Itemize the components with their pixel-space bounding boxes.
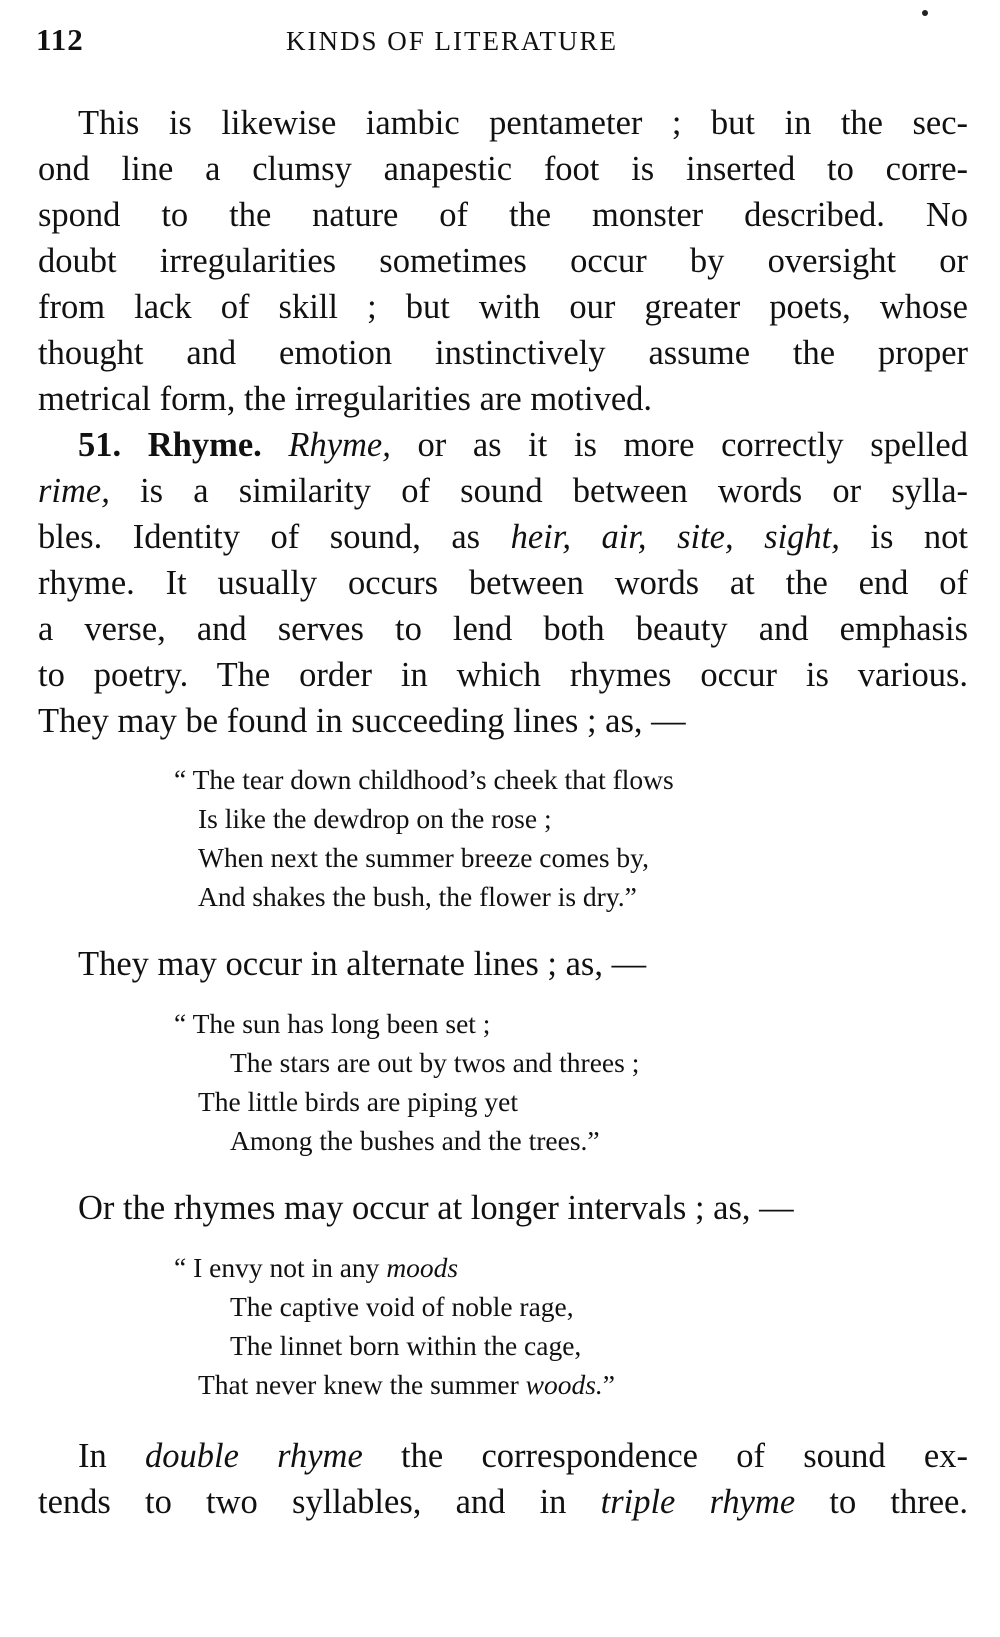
text-line: ond line a clumsy anapestic foot is inserted to corre- bbox=[38, 150, 968, 188]
bridge-text: Or the rhymes may occur at longer intervals ; as, — bbox=[78, 1189, 794, 1227]
term-rime: rime, bbox=[38, 472, 110, 510]
text-span: the correspondence of sound ex- bbox=[362, 1437, 968, 1475]
example-word: site, bbox=[677, 518, 734, 556]
running-head: KINDS OF LITERATURE bbox=[286, 26, 618, 56]
text-line: from lack of skill ; but with our greater poets, whose bbox=[38, 288, 968, 326]
verse-line: When next the summer breeze comes by, bbox=[198, 842, 650, 873]
term-rhyme: Rhyme, bbox=[288, 426, 391, 464]
term-triple-rhyme: triple rhyme bbox=[600, 1483, 796, 1521]
verse-line: Is like the dewdrop on the rose ; bbox=[198, 803, 552, 834]
example-word: heir, bbox=[510, 518, 571, 556]
text-span: “ I envy not in any bbox=[174, 1252, 387, 1283]
verse-line: “ The sun has long been set ; bbox=[174, 1008, 491, 1039]
text-line: thought and emotion instinctively assume the proper bbox=[38, 334, 968, 372]
text-line: spond to the nature of the monster described. No bbox=[38, 196, 968, 234]
text-line: rhyme. It usually occurs between words at the end of bbox=[38, 564, 968, 602]
verse-line: And shakes the bush, the flower is dry.” bbox=[198, 881, 637, 912]
print-speck bbox=[922, 10, 928, 16]
text-line: to poetry. The order in which rhymes occur is various. bbox=[38, 656, 968, 694]
verse-line: Among the bushes and the trees.” bbox=[230, 1125, 600, 1156]
text-line: metrical form, the irregularities are motived. bbox=[38, 380, 653, 418]
example-word: air, bbox=[601, 518, 647, 556]
text-line bbox=[78, 1433, 968, 1479]
text-span: ” bbox=[602, 1369, 615, 1400]
text-span: That never knew the summer bbox=[198, 1369, 526, 1400]
verse-line: The linnet born within the cage, bbox=[230, 1330, 582, 1361]
text-span: or as it is more correctly spelled bbox=[390, 426, 968, 464]
text-span: bles. Identity of sound, as bbox=[38, 518, 511, 556]
text-line: They may be found in succeeding lines ; as, — bbox=[38, 702, 686, 740]
text-line: This is likewise iambic pentameter ; but in the sec- bbox=[78, 104, 968, 142]
text-line: a verse, and serves to lend both beauty and emphasis bbox=[38, 610, 968, 648]
text-line bbox=[38, 468, 968, 514]
italic-word: moods bbox=[386, 1252, 459, 1283]
text-line bbox=[38, 1479, 968, 1525]
bridge-text: They may occur in alternate lines ; as, — bbox=[78, 945, 647, 983]
page-number: 112 bbox=[36, 22, 84, 57]
verse-line: The little birds are piping yet bbox=[198, 1086, 518, 1117]
text-span: is a similarity of sound between words or sylla- bbox=[109, 472, 968, 510]
italic-word: woods. bbox=[525, 1369, 603, 1400]
verse-line bbox=[198, 1365, 615, 1404]
text-line: doubt irregularities sometimes occur by oversight or bbox=[38, 242, 968, 280]
text-span: is not bbox=[839, 518, 968, 556]
text-line bbox=[38, 514, 968, 560]
section-heading-line bbox=[78, 422, 968, 468]
example-word: sight, bbox=[764, 518, 840, 556]
page-header bbox=[36, 22, 960, 62]
text-span: In bbox=[78, 1437, 146, 1475]
text-span: tends to two syllables, and in bbox=[38, 1483, 601, 1521]
section-heading: Rhyme. bbox=[147, 426, 262, 464]
term-double-rhyme: double rhyme bbox=[145, 1437, 363, 1475]
verse-line: The captive void of noble rage, bbox=[230, 1291, 574, 1322]
verse-line bbox=[174, 1248, 458, 1287]
text-span: to three. bbox=[795, 1483, 968, 1521]
verse-line: The stars are out by twos and threes ; bbox=[230, 1047, 640, 1078]
verse-line: “ The tear down childhood’s cheek that flows bbox=[174, 764, 674, 795]
section-number: 51. bbox=[78, 426, 122, 464]
